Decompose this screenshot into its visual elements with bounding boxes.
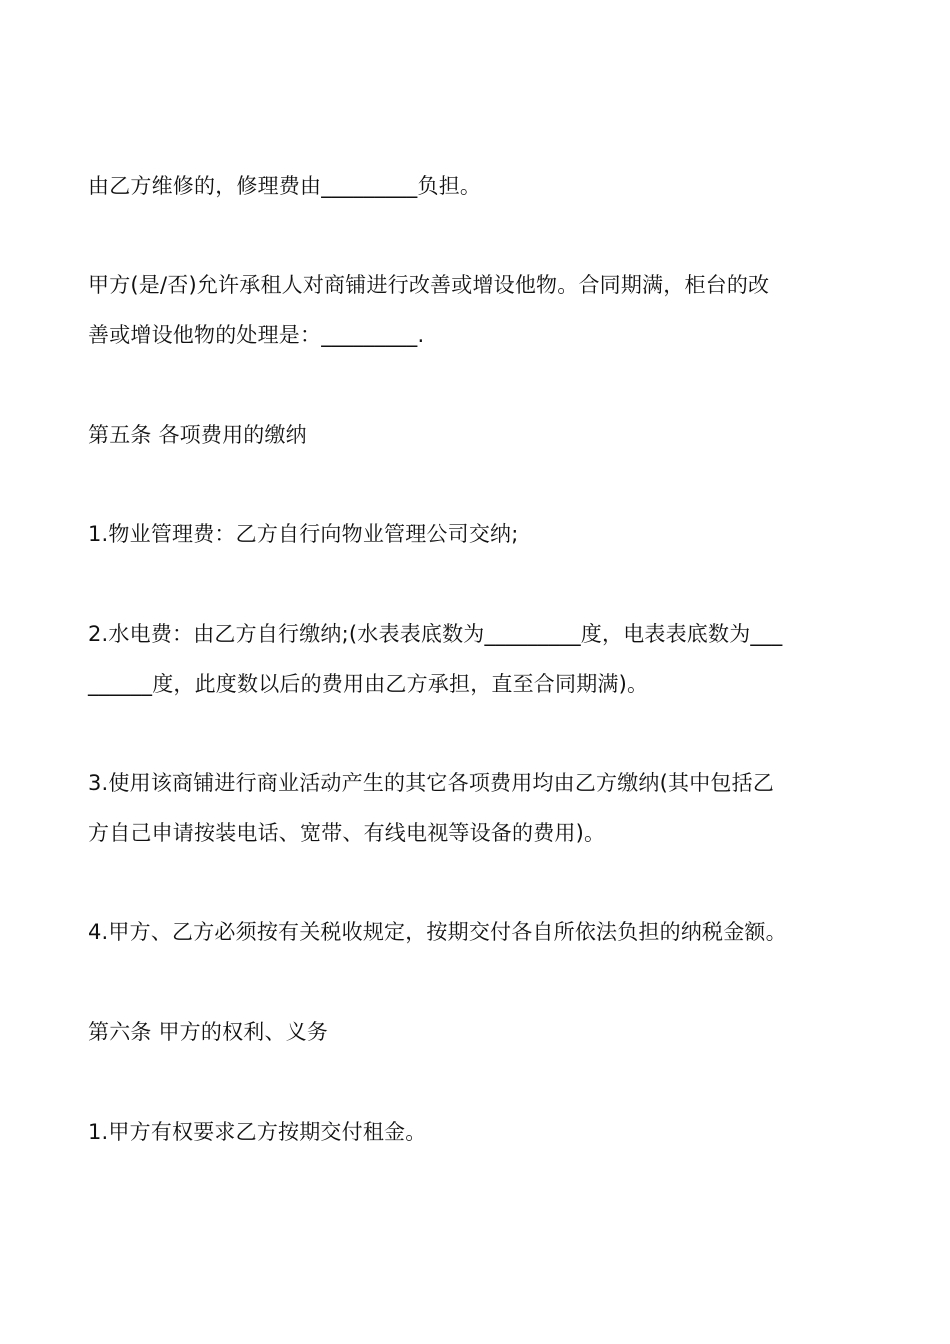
text-line: 由乙方维修的，修理费由_________负担。 (88, 174, 482, 198)
text-line: 1.物业管理费：乙方自行向物业管理公司交纳; (88, 522, 519, 546)
text-line: 3.使用该商铺进行商业活动产生的其它各项费用均由乙方缴纳(其中包括乙 (88, 771, 775, 795)
text-line: 甲方(是/否)允许承租人对商铺进行改善或增设他物。合同期满，柜台的改 (88, 273, 770, 297)
text-line: 善或增设他物的处理是：_________. (88, 323, 425, 347)
text-line: ______度，此度数以后的费用由乙方承担，直至合同期满)。 (88, 672, 649, 696)
text-line: 1.甲方有权要求乙方按期交付租金。 (88, 1120, 427, 1144)
text-line: 4.甲方、乙方必须按有关税收规定，按期交付各自所依法负担的纳税金额。 (88, 920, 787, 944)
text-line: 方自己申请按装电话、宽带、有线电视等设备的费用)。 (88, 821, 606, 845)
section-heading: 第六条 甲方的权利、义务 (88, 1020, 329, 1044)
section-heading: 第五条 各项费用的缴纳 (88, 423, 307, 447)
text-line: 2.水电费：由乙方自行缴纳;(水表表底数为_________度，电表表底数为___ (88, 622, 783, 646)
